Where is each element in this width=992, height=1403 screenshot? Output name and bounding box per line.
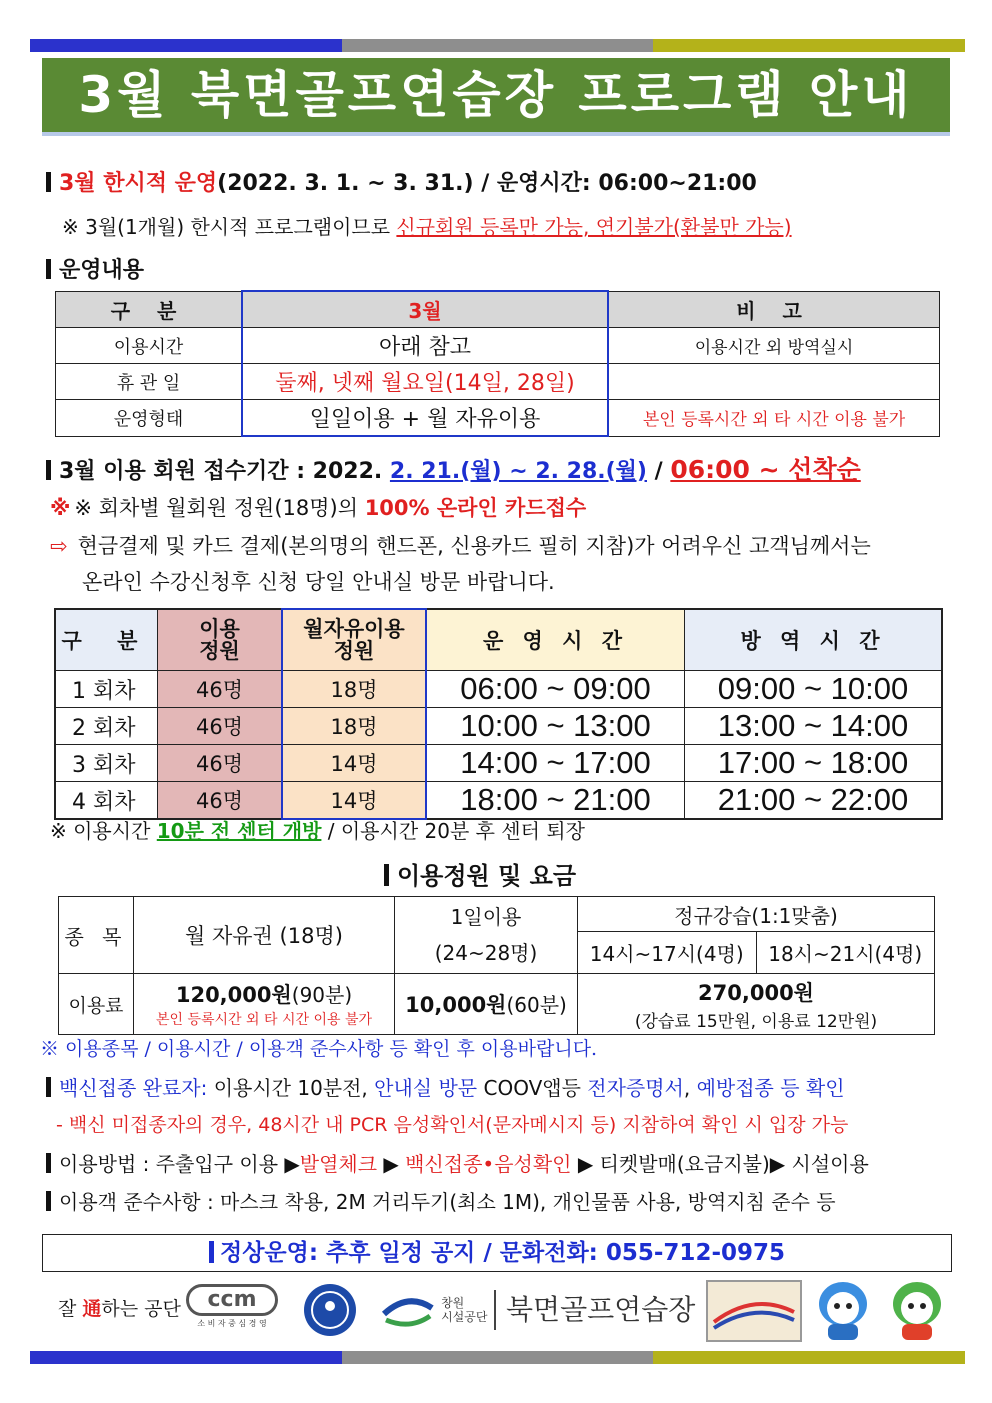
registration-time: 06:00 ~ 선착순 [670,455,861,484]
table-row [55,745,942,782]
note-red-text: 신규회원 등록만 가능, 연기불가(환불만 가능) [396,215,792,239]
facility-name-logo: 북면골프연습장 [494,1290,695,1330]
slogan-text: 하는 공단 [101,1298,181,1320]
table-cell: 46명 [158,745,283,782]
table-header [395,897,578,974]
certification-icon [706,1280,802,1342]
bottom-color-bar [30,1351,965,1364]
table-cell: 이용료 [59,974,134,1035]
online-note-red: 100% 온라인 카드접수 [364,496,587,520]
table-cell [608,364,940,400]
unvaccinated-note: - 백신 미접종자의 경우, 48시간 내 PCR 음성확인서(문자메시지 등) 지참하여 확인 시 입장 가능 [56,1114,849,1136]
table-header: 방 역 시 간 [685,609,943,671]
lesson-note: (강습료 15만원, 이용료 12만원) [634,1011,878,1032]
lesson-price: 270,000원 [698,980,814,1005]
section-registration [46,450,861,486]
table-cell: 18:00 ~ 21:00 [426,782,685,820]
daily-label: 1일이용 [450,905,522,929]
human-rights-icon [302,1282,358,1342]
contact-box [42,1234,952,1272]
table-cell [134,974,395,1035]
table-cell: 18명 [282,671,426,708]
fee-heading-text: 이용정원 및 요금 [397,862,576,890]
vaccine-label: 백신접종 완료자: [59,1076,208,1100]
cash-note-text: 현금결제 및 카드 결제(본의명의 핸드폰, 신용카드 필히 지참)가 어려우신 고객님께서는 [77,534,871,558]
table-cell: 4 회차 [55,782,158,820]
fee-heading [384,856,576,891]
slogan-logo [58,1294,181,1321]
section-heading: 운영내용 [59,258,145,283]
table-cell: 46명 [158,708,283,745]
fee-table [58,896,935,1035]
method-text: ▶ [377,1152,406,1176]
period-label: 3월 한시적 운영 [59,171,218,196]
method-text: 발열체크 [299,1152,378,1176]
cash-note-2: 온라인 수강신청후 신청 당일 안내실 방문 바랍니다. [82,570,555,594]
section1-note [62,211,792,240]
table-header: 구 분 [56,291,243,328]
slogan-text: 잘 [58,1298,83,1320]
table-row [55,671,942,708]
mascot-blue-icon [808,1276,878,1346]
daily-capacity: (24~28명) [434,941,538,965]
table-cell: 본인 등록시간 외 타 시간 이용 불가 [608,400,940,437]
time-note-suffix: / 이용시간 20분 후 센터 퇴장 [321,819,585,843]
table-header: 구 분 [55,609,158,671]
ccm-sub: 소 비 자 중 심 경 영 [197,1319,267,1328]
monthly-price: 120,000원 [175,983,292,1007]
daily-price: 10,000원 [405,993,507,1017]
vaccine-line [46,1072,845,1101]
monthly-unit: (90분) [291,983,353,1007]
operation-table [55,290,940,437]
table-cell [395,974,578,1035]
registration-label: 3월 이용 회원 접수기간 : 2022. [59,459,390,484]
daily-unit: (60분) [506,993,567,1017]
method-text: 백신접종•음성확인 [405,1152,572,1176]
table-header: 18시~21시(4명) [756,932,935,974]
method-text: ▶ 티켓발매(요금지불)▶ 시설이용 [571,1152,869,1176]
table-cell: 46명 [158,671,283,708]
period-dates: (2022. 3. 1. ~ 3. 31.) / 운영시간: 06:00~21:00 [217,171,757,196]
table-header: 운 영 시 간 [426,609,685,671]
monthly-note: 본인 등록시간 외 타 시간 이용 불가 [155,1012,373,1028]
table-cell: 21:00 ~ 22:00 [685,782,943,820]
note-text: ※ 3월(1개월) 한시적 프로그램이므로 [62,215,397,239]
table-row [55,782,942,820]
table-header: 이용 정원 [158,609,283,671]
separator: / [647,459,671,484]
session-table [54,608,943,820]
table-header: 3월 [242,291,608,328]
table-cell [578,974,935,1035]
method-text: 이용방법 : 주출입구 이용 ▶ [59,1152,300,1176]
table-cell: 이용시간 [56,328,243,364]
table-cell: 06:00 ~ 09:00 [426,671,685,708]
changwon-text: 창원 시설공단 [441,1296,488,1324]
cash-note [50,530,871,560]
table-cell: 1 회차 [55,671,158,708]
table-header: 정규강습(1:1맞춤) [578,897,935,932]
method-line [46,1148,869,1177]
vaccine-text: 안내실 방문 [374,1076,478,1100]
table-header: 14시~17시(4명) [578,932,757,974]
table-cell: 3 회차 [55,745,158,782]
table-cell: 2 회차 [55,708,158,745]
table-header: 비 고 [608,291,940,328]
time-note-green: 10분 전 센터 개방 [156,819,322,843]
table-header: 월자유이용 정원 [282,609,426,671]
table-cell: 18명 [282,708,426,745]
changwon-logo [380,1290,487,1330]
contact-text: 정상운영: 추후 일정 공지 / 문화전화: 055-712-0975 [219,1240,786,1266]
table-cell: 17:00 ~ 18:00 [685,745,943,782]
table-cell: 09:00 ~ 10:00 [685,671,943,708]
table-cell: 운영형태 [56,400,243,437]
table-cell: 이용시간 외 방역실시 [608,328,940,364]
vaccine-text: 전자증명서 [587,1076,684,1100]
table-row [55,708,942,745]
vaccine-text: COOV앱등 [477,1076,588,1100]
table-cell: 14:00 ~ 17:00 [426,745,685,782]
table-cell: 14명 [282,782,426,820]
table-cell: 10:00 ~ 13:00 [426,708,685,745]
vaccine-text: 이용시간 10분전, [207,1076,375,1100]
table-cell: 46명 [158,782,283,820]
table-cell: 14명 [282,745,426,782]
section-operation-period [46,166,757,197]
section-operation-content [46,253,144,284]
rules-text: 이용객 준수사항 : 마스크 착용, 2M 거리두기(최소 1M), 개인물품 사용, 방역지침 준수 등 [59,1190,836,1214]
time-note-text: ※ 이용시간 [50,819,157,843]
online-note-text: ※ 회차별 월회원 정원(18명)의 [74,496,365,520]
arrow-icon: ⇨ [50,534,68,558]
slogan-text: 通 [82,1298,102,1320]
top-color-bar [30,39,965,52]
table-cell: 휴 관 일 [56,364,243,400]
table-cell: 아래 참고 [242,328,608,364]
table-cell: 둘째, 넷째 월요일(14일, 28일) [242,364,608,400]
page-title: 3월 북면골프연습장 프로그램 안내 [42,58,950,136]
usage-notice: ※ 이용종목 / 이용시간 / 이용객 준수사항 등 확인 후 이용바랍니다. [40,1038,598,1060]
vaccine-text: 예방접종 등 확인 [696,1076,845,1100]
time-note [50,815,585,844]
table-header: 월 자유권 (18명) [134,897,395,974]
rules-line [46,1186,836,1215]
vaccine-text: , [683,1076,697,1100]
ccm-logo [186,1284,278,1329]
ccm-text: ccm [186,1284,278,1316]
mascot-green-icon [882,1276,952,1346]
table-header: 종 목 [59,897,134,974]
registration-dates: 2. 21.(월) ~ 2. 28.(월) [389,459,647,484]
table-cell: 13:00 ~ 14:00 [685,708,943,745]
table-cell: 일일이용 + 월 자유이용 [242,400,608,437]
online-note: ※ ※ 회차별 월회원 정원(18명)의 100% 온라인 카드접수 [50,496,587,520]
